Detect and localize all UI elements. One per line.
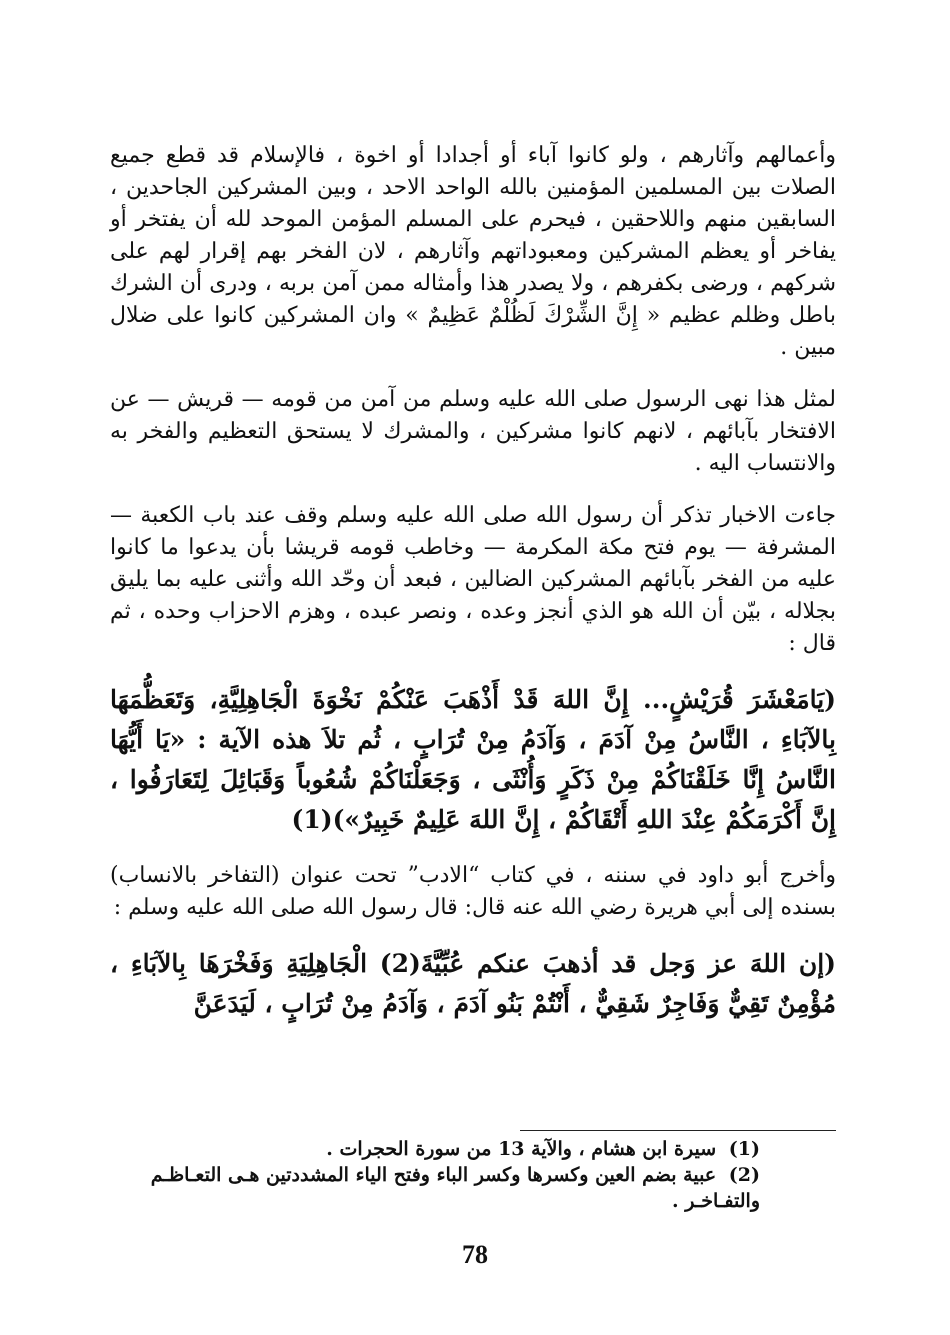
paragraph-4: وأخرج أبو داود في سننه ، في كتاب “الادب” تحت عنوان (التفاخر بالانساب) بسنده إلى أبي هريرة رضي الله عنه قال: قال رسول الله صلى الله عليه وسلم :	[110, 863, 836, 920]
footnotes	[110, 1136, 760, 1214]
paragraph-3: جاءت الاخبار تذكر أن رسول الله صلى الله عليه وسلم وقف عند باب الكعبة — المشرفة — يوم فتح مكة المكرمة — وخاطب قومه قريشا بأن يدعوا ما كانوا عليه من الفخر بآبائهم المشركين الضالين ، فبعد أن وحّد الله وأثنى عليه بما يليق بجلاله ، بيّن أن الله هو الذي أنجز وعده ، ونصر عبده ، وهزم الاحزاب وحده ، ثم قال :	[110, 503, 836, 656]
hadith-quote-1: (يَامَعْشَرَ قُرَيْشٍ... إِنَّ اللهَ قَدْ أَذْهَبَ عَنْكُمْ نَخْوَةَ الْجَاهِلِيَّةِ، وَتَعَظُّمَهَا بِالآبَاءِ ، النَّاسُ مِنْ آدَمَ ، وَآدَمُ مِنْ تُرَابٍ ، ثُم تلاَ هذه الآية : «يَا أَيُّهَا النَّاسُ إِنَّا خَلَقْنَاكُمْ مِنْ ذَكَرٍ وَأُنْثَى ، وَجَعَلْنَاكُمْ شُعُوباً وَقَبَائِلَ لِتَعَارَفُوا ، إِنَّ أَكْرَمَكُمْ عِنْدَ اللهِ أَتْقَاكُمْ ، إِنَّ اللهَ عَلِيمٌ خَبِيرٌ»)(1)	[110, 685, 836, 834]
footnote-divider	[520, 1130, 836, 1131]
footnote-number: (2)	[728, 1164, 760, 1186]
footnote-text: سيرة ابن هشام ، والآية 13 من سورة الحجرات .	[326, 1138, 717, 1160]
footnote-number: (1)	[728, 1138, 760, 1160]
page-number: 78	[462, 1240, 488, 1269]
hadith-quote-2: (إن اللهَ عز وَجل قد أذهبَ عنكم عُبِّيَّةَ(2) الْجَاهِلِيَةِ وَفَخْرَهَا بِالآبَاءِ ، مُؤْمِنٌ تَقِيٌّ وَفَاجِرٌ شَقِيٌّ ، أَنْتُمْ بَنُو آدَمَ ، وَآدَمُ مِنْ تُرَابٍ ، لَيَدَعَنَّ	[110, 949, 836, 1018]
paragraph-2: لمثل هذا نهى الرسول صلى الله عليه وسلم من آمن من قومه — قريش — عن الافتخار بآبائهم ، لانهم كانوا مشركين ، والمشرك لا يستحق التعظيم والفخر به والانتساب اليه .	[110, 387, 836, 476]
footnote-text: عبية بضم العين وكسرها وكسر الباء وفتح الياء المشددتين هـى التعـاظـم والتفـاخـر .	[150, 1164, 760, 1212]
footnote-1	[110, 1136, 760, 1162]
paragraph-1: وأعمالهم وآثارهم ، ولو كانوا آباء أو أجدادا أو اخوة ، فالإسلام قد قطع جميع الصلات بين المسلمين المؤمنين بالله الواحد الاحد ، وبين المشركين الجاحدين ، السابقين منهم واللاحقين ، فيحرم على المسلم المؤمن الموحد لله أن يفتخر أو يفاخر أو يعظم المشركين ومعبوداتهم وآثارهم ، لان الفخر بهم إقرار لهم على شركهم ، ورضى بكفرهم ، ولا يصدر هذا وأمثاله ممن آمن بربه ، ودرى أن الشرك باطل وظلم عظيم « إِنَّ الشِّرْكَ لَظُلْمٌ عَظِيمٌ » وان المشركين كانوا على ضلال مبين .	[110, 143, 836, 360]
footnote-2	[110, 1162, 760, 1214]
page-body	[110, 140, 836, 1044]
